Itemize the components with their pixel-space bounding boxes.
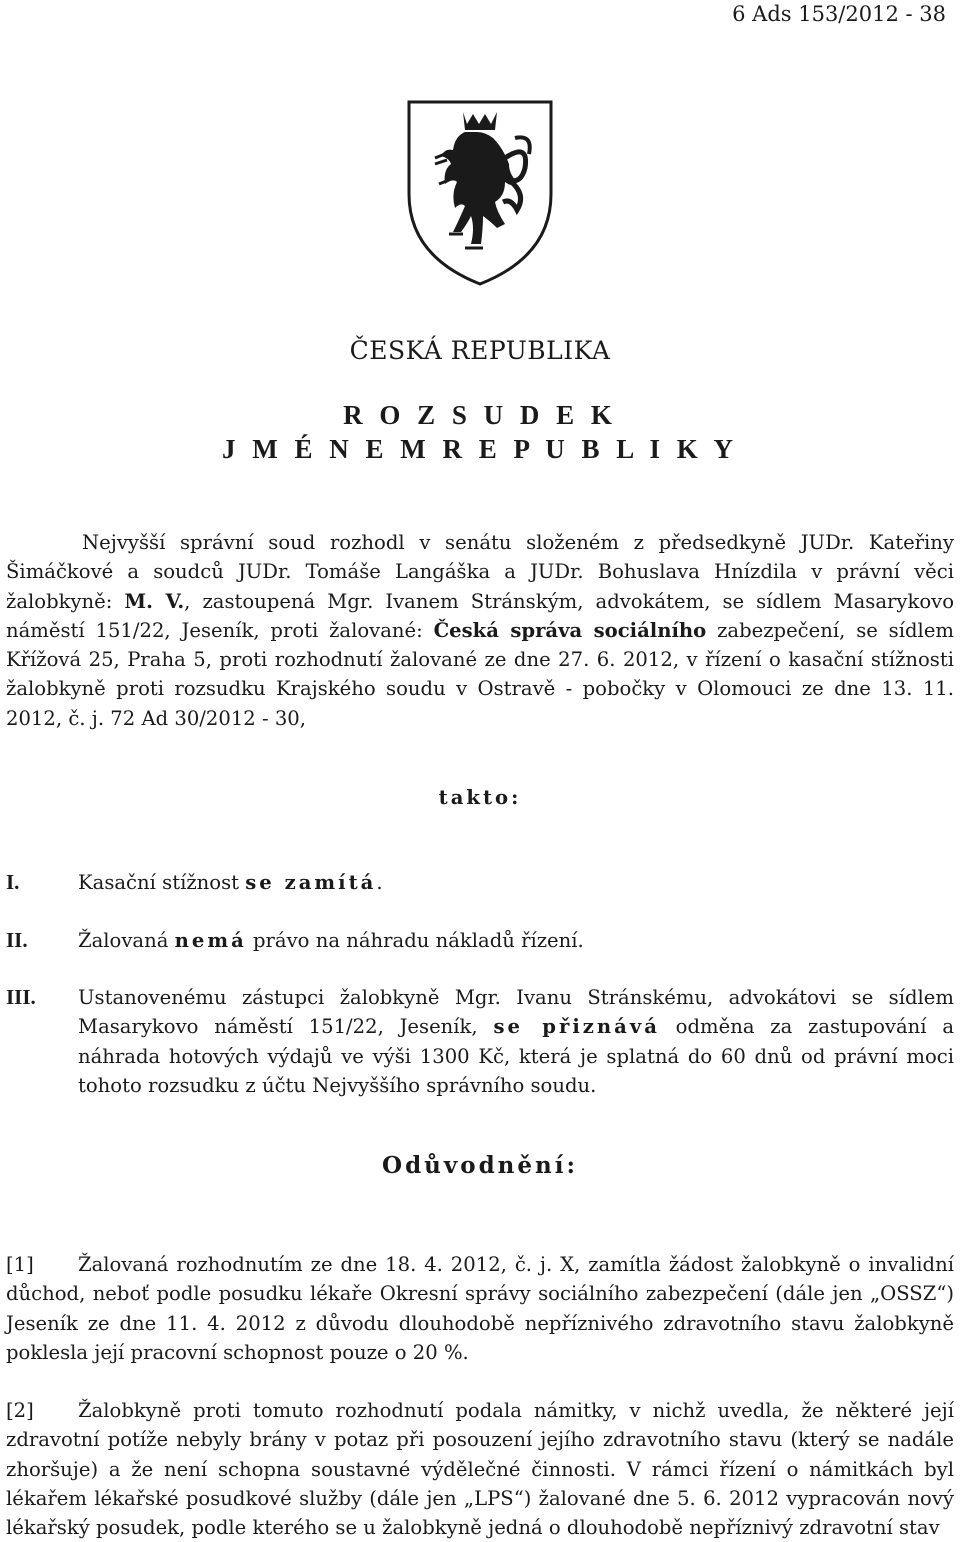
verdict-label: R O Z S U D E K bbox=[343, 400, 617, 430]
verdict-title bbox=[0, 398, 960, 466]
state-title: ČESKÁ REPUBLIKA bbox=[349, 336, 611, 365]
verdict-item-number: III. bbox=[6, 985, 36, 1009]
reasoning-title: Odůvodnění: bbox=[382, 1152, 578, 1179]
case-number-header: 6 Ads 153/2012 - 38 bbox=[732, 2, 946, 26]
reasoning-paragraph bbox=[6, 1250, 954, 1367]
paragraph-text: Žalovaná rozhodnutím ze dne 18. 4. 2012, č. j. X, zamítla žádost žalobkyně o invalidní důchod, neboť podle posudku lékaře Okresní správy sociálního zabezpečení (dále jen „OSSZ“) Jeseník ze dne 11. 4. 2012 z důvodu dlouhodobě nepříznivého zdravotního stavu žalobkyně poklesla její pracovní schopnost pouze o 20 %. bbox=[6, 1253, 954, 1364]
intro-text-2: , zastoupená Mgr. Ivanem Stránským, advokátem, se sídlem Masarykovo náměstí 151/22, Jeseník, proti žalované: bbox=[6, 589, 954, 642]
verdict-item-text: Žalovaná nemá právo na náhradu nákladů řízení. bbox=[78, 929, 584, 952]
verdict-item-number: II. bbox=[6, 928, 28, 952]
verdict-item-text: Ustanovenému zástupci žalobkyně Mgr. Ivanu Stránskému, advokátovi se sídlem Masarykovo náměstí 151/22, Jeseník, se přiznává odměna za zastupování a náhrada hotových výdajů ve výši 1300 Kč, která je splatná do 60 dnů od právní moci tohoto rozsudku z účtu Nejvyššího správního soudu. bbox=[78, 986, 955, 1097]
intro-text-1: Nejvyšší správní soud rozhodl v senátu složeném z předsedkyně JUDr. Kateřiny Šimáčkové a soudců JUDr. Tomáše Langáška a JUDr. Bohuslava Hnízdila v právní věci žalobkyně: bbox=[6, 531, 954, 613]
paragraph-text: Žalobkyně proti tomuto rozhodnutí podala námitky, v nichž uvedla, že některé její zdravotní potíže nebyly brány v potaz při posouzení jejího zdravotního stavu (který se nadále zhoršuje) a že není schopna soustavné výdělečné činnosti. V rámci řízení o námitkách byl lékařem lékařské posudkové služby (dále jen „LPS“) žalované dne 5. 6. 2012 vypracován nový lékařský posudek, podle kterého se u žalobkyně jedná o dlouhodobě nepříznivý zdravotní stav bbox=[6, 1399, 954, 1540]
defendant-name: Česká správa sociálního bbox=[433, 618, 707, 642]
verdict-item-number: I. bbox=[6, 870, 20, 894]
verdict-item-text: Kasační stížnost se zamítá. bbox=[78, 871, 383, 894]
reasoning-paragraph bbox=[6, 1396, 954, 1542]
intro-paragraph bbox=[6, 528, 954, 733]
intro-text-3: zabezpečení, se sídlem Křížová 25, Praha 5, proti rozhodnutí žalované ze dne 27. 6. 2012, v řízení o kasační stížnosti žalobkyně proti rozsudku Krajského soudu v Ostravě - pobočky v Olomouci ze dne 13. 11. 2012, č. j. 72 Ad 30/2012 - 30, bbox=[6, 618, 954, 730]
paragraph-number: [1] bbox=[6, 1253, 34, 1276]
coat-of-arms-icon bbox=[405, 98, 555, 288]
plaintiff-name: M. V. bbox=[124, 589, 185, 613]
in-name-label: J M É N E M R E P U B L I K Y bbox=[221, 434, 739, 464]
paragraph-number: [2] bbox=[6, 1399, 34, 1422]
takto-label: takto: bbox=[438, 786, 522, 809]
